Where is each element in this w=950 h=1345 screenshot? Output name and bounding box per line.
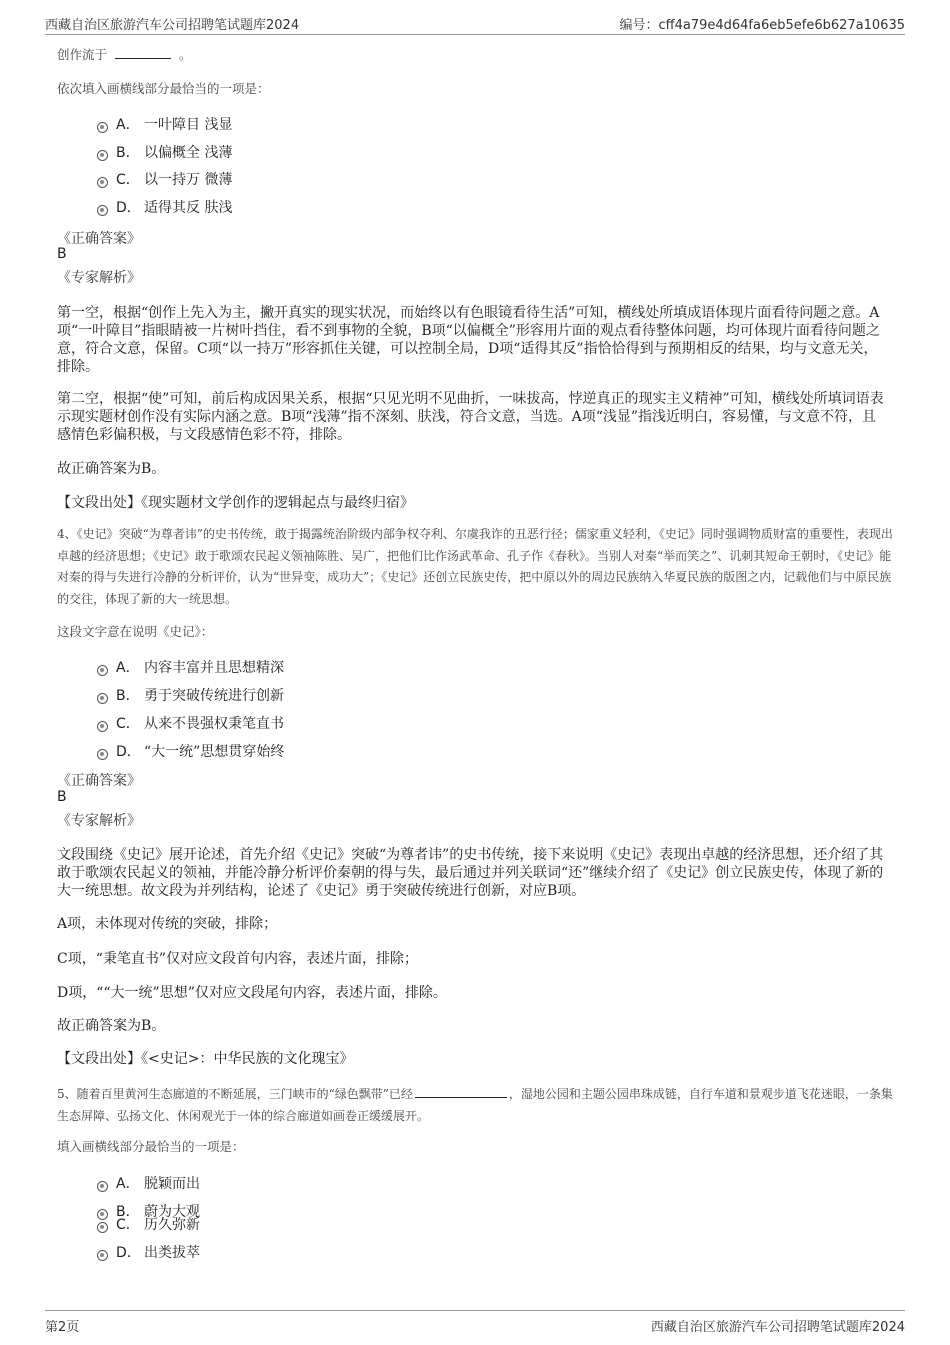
- q4-analysis-label: 《专家解析》: [57, 813, 141, 829]
- q3-analysis-p2: 第二空，根据“使”可知，前后构成因果关系，根据“只见光明不见曲折，一味拔高，悖逆真正的现实主义精神”可知，横线处所填词语表示现实题材创作没有实际内涵之意。B项“浅薄”指不深刻、肤浅，符合文意，当选。A项“浅显”指浅近明白，容易懂，与文意不符，且感情色彩偏积极，与文段感情色彩不符，排除。: [57, 391, 884, 443]
- q3-conclusion: 故正确答案为B。: [57, 461, 166, 477]
- q4-analysis-c: C项，“秉笔直书”仅对应文段首句内容，表述片面，排除；: [57, 951, 419, 967]
- q5-option-c[interactable]: C． 历久弥新: [97, 1214, 200, 1234]
- q4-analysis-d: D项，““大一统”思想”仅对应文段尾句内容，表述片面，排除。: [57, 985, 447, 1001]
- footer-title: 西藏自治区旅游汽车公司招聘笔试题库2024: [650, 1320, 905, 1335]
- q4-analysis-a: A项，未体现对传统的突破，排除；: [57, 916, 278, 932]
- q5-option-d[interactable]: D． 出类拔萃: [97, 1242, 200, 1262]
- footer-page-number: 第2页: [45, 1320, 80, 1335]
- q4-analysis-p1: 文段围绕《史记》展开论述，首先介绍《史记》突破“为尊者讳”的史书传统，接下来说明《史记》表现出卓越的经济思想，还介绍了其敢于歌颂农民起义的领袖，并能冷静分析评价秦朝的得与失，最后通过并列关联词“还”继续介绍了《史记》创立民族史传，体现了新的大一统思想。故文段为并列结构，论述了《史记》勇于突破传统进行创新，对应B项。: [57, 847, 884, 899]
- radio-icon[interactable]: [97, 205, 108, 216]
- q3-option-a[interactable]: A． 一叶障目 浅显: [97, 114, 232, 134]
- page-footer: [45, 1310, 905, 1335]
- q3-blank: [115, 46, 171, 59]
- radio-icon[interactable]: [97, 177, 108, 188]
- q4-source: 【文段出处】《<史记>：中华民族的文化瑰宝》: [57, 1051, 354, 1067]
- q3-prompt: 依次填入画横线部分最恰当的一项是：: [57, 81, 270, 96]
- q4-passage: 4、《史记》突破“为尊者讳”的史书传统，敢于揭露统治阶级内部争权夺利、尔虞我诈的丑恶行径；儒家重义轻利，《史记》同时强调物质财富的重要性，表现出卓越的经济思想；《史记》敢于歌颂农民起义领袖陈胜、吴广，把他们比作汤武革命、孔子作《春秋》。当别人对秦“举而笑之”、讥刺其短命王朝时，《史记》能对秦的得与失进行冷静的分析评价，认为“世异变，成功大”；《史记》还创立民族史传，把中原以外的周边民族纳入华夏民族的版图之内，记载他们与中原民族的交往，体现了新的大一统思想。: [57, 527, 893, 606]
- radio-icon[interactable]: [97, 122, 108, 133]
- q5-option-a[interactable]: A． 脱颖而出: [97, 1173, 200, 1193]
- q3-tail-before: 创作流于: [57, 47, 108, 62]
- header-title: 西藏自治区旅游汽车公司招聘笔试题库2024: [45, 18, 300, 33]
- q4-conclusion: 故正确答案为B。: [57, 1018, 166, 1034]
- q5-passage: [57, 1084, 897, 1127]
- q5-blank: [415, 1085, 507, 1098]
- q4-option-a[interactable]: A． 内容丰富并且思想精深: [97, 657, 284, 677]
- q5-option-b[interactable]: B． 蔚为大观: [97, 1201, 200, 1221]
- q3-option-d[interactable]: D． 适得其反 肤浅: [97, 197, 232, 217]
- q3-tail-after: 。: [178, 47, 192, 62]
- q4-option-d[interactable]: D． “大一统”思想贯穿始终: [97, 741, 284, 761]
- q3-source: 【文段出处】《现实题材文学创作的逻辑起点与最终归宿》: [57, 495, 414, 511]
- radio-icon[interactable]: [97, 721, 108, 732]
- q4-option-c[interactable]: C． 从来不畏强权秉笔直书: [97, 713, 284, 733]
- q3-tail-line: [57, 44, 192, 65]
- radio-icon[interactable]: [97, 1250, 108, 1261]
- page-header: [45, 12, 905, 35]
- header-serial: 编号：cff4a79e4d64fa6eb5efe6b627a10635: [619, 18, 905, 33]
- radio-icon[interactable]: [97, 1222, 108, 1233]
- q3-analysis-p1: 第一空，根据“创作上先入为主，撇开真实的现实状况，而始终以有色眼镜看待生活”可知，横线处所填成语体现片面看待问题之意。A项“一叶障目”指眼睛被一片树叶挡住，看不到事物的全貌，B项“以偏概全”形容用片面的观点看待整体问题，均可体现片面看待问题之意，符合文意，保留。C项“以一持万”形容抓住关键，可以控制全局，D项“适得其反”指恰恰得到与预期相反的结果，均与文意无关，排除。: [57, 305, 880, 375]
- radio-icon[interactable]: [97, 749, 108, 760]
- radio-icon[interactable]: [97, 665, 108, 676]
- q3-option-b[interactable]: B． 以偏概全 浅薄: [97, 142, 232, 162]
- q5-passage-after: ，湿地公园和主题公园串珠成链，自行车道和景观步道飞花迷眼，一条集生态屏障、弘扬文化、休闲观光于一体的综合廊道如画卷正缓缓展开。: [57, 1087, 893, 1123]
- q5-passage-before: 5、随着百里黄河生态廊道的不断延展，三门峡市的“绿色飘带”已经: [57, 1087, 413, 1101]
- q3-answer: B: [57, 246, 67, 262]
- radio-icon[interactable]: [97, 1181, 108, 1192]
- q4-answer: B: [57, 789, 67, 805]
- radio-icon[interactable]: [97, 693, 108, 704]
- q3-option-c[interactable]: C． 以一持万 微薄: [97, 169, 232, 189]
- radio-icon[interactable]: [97, 150, 108, 161]
- q5-prompt: 填入画横线部分最恰当的一项是：: [57, 1139, 245, 1154]
- q3-analysis-label: 《专家解析》: [57, 270, 141, 286]
- q4-answer-label: 《正确答案》: [57, 773, 141, 789]
- q4-option-b[interactable]: B． 勇于突破传统进行创新: [97, 685, 284, 705]
- q3-answer-label: 《正确答案》: [57, 231, 141, 247]
- q4-prompt: 这段文字意在说明《史记》：: [57, 624, 214, 639]
